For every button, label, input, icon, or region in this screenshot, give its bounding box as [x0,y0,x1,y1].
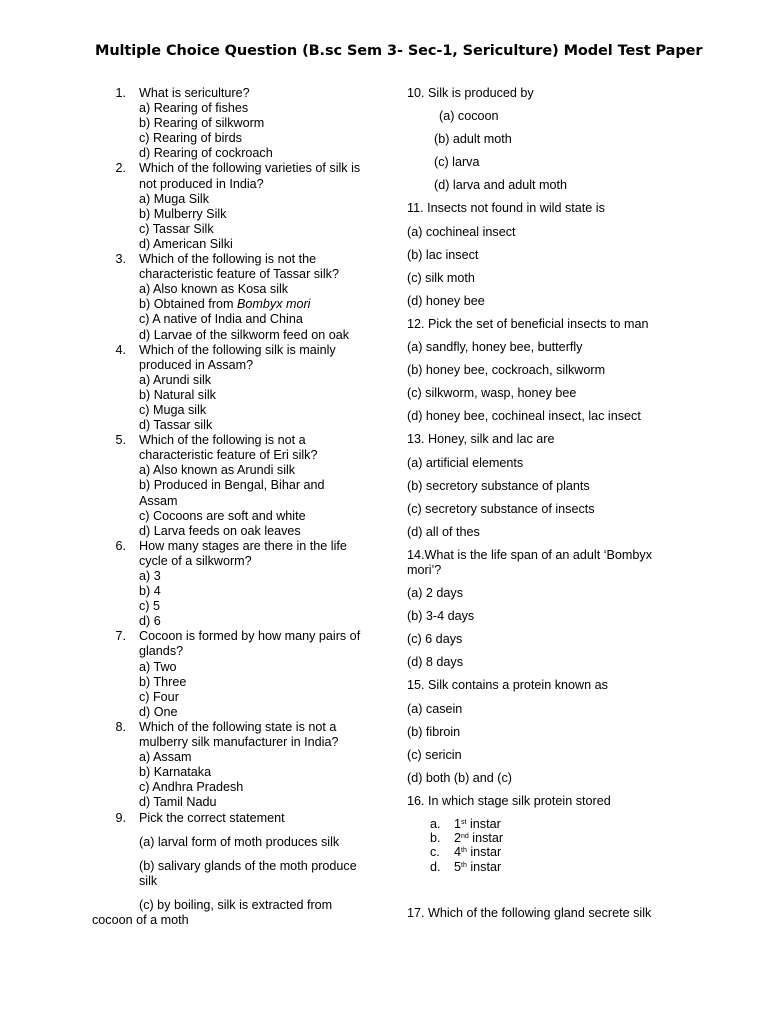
question-2 [0,161,364,191]
option: (c) silk moth [407,270,475,285]
option-text: b) Obtained from [139,297,237,312]
page-title: Multiple Choice Question (B.sc Sem 3- Sec-1, Sericulture) Model Test Paper [95,43,703,59]
option: a) Muga Silk [139,191,209,206]
question-9 [0,811,364,826]
option: b) Rearing of silkworm [139,116,265,131]
option: c) A native of India and China [139,312,303,327]
question-11: 11. Insects not found in wild state is [407,201,605,216]
question-16: 16. In which stage silk protein stored [407,793,611,808]
question-text: Which of the following varieties of silk is not produced in India? [139,161,361,191]
question-13: 13. Honey, silk and lac are [407,432,555,447]
question-number: 4. [115,342,126,357]
question-15: 15. Silk contains a protein known as [407,678,608,693]
option: a) Also known as Arundi silk [139,463,296,478]
option-text: instar [468,831,504,846]
option: (a) 2 days [407,586,463,601]
option: (c) sericin [407,747,462,762]
option: d) 6 [139,614,161,629]
option: a) Two [139,659,177,674]
question-text: Which of the following is not the characteristic feature of Tassar silk? [139,252,339,282]
option: c) Rearing of birds [139,131,242,146]
option: (d) 8 days [407,655,463,670]
option: c) Muga silk [139,402,207,417]
question-text: Which of the following silk is mainly produced in Assam? [139,342,336,372]
option: d) Larva feeds on oak leaves [139,523,301,538]
option: (a) sandfly, honey bee, butterfly [407,340,583,355]
option: d) American Silki [139,236,233,251]
question-10: 10. Silk is produced by [407,86,534,100]
option: c) Four [139,689,179,704]
option: b) Natural silk [139,387,216,402]
option [0,297,364,312]
option-number: 1 [454,817,462,831]
option: a) Arundi silk [139,372,212,387]
question-12: 12. Pick the set of beneficial insects to man [407,316,649,331]
option-letter: b. [430,831,441,846]
option: a) Also known as Kosa silk [139,282,289,297]
option: (c) larva [434,155,480,170]
question-1 [0,86,364,101]
option [407,860,707,874]
option [407,817,707,831]
option-number: 2 [454,831,462,846]
option: c) Cocoons are soft and white [139,508,306,523]
option: (a) larval form of moth produces silk [139,834,340,849]
option [407,845,707,859]
question-7 [0,629,364,659]
option: c) 5 [139,599,160,614]
option: (c) 6 days [407,632,463,647]
species-name: Bombyx mori [237,297,311,312]
option: (d) honey bee [407,293,485,308]
ordinal-suffix: th [461,861,467,869]
option-number: 5 [454,859,462,874]
option: d) Larvae of the silkworm feed on oak [139,327,350,342]
option: (d) honey bee, cochineal insect, lac insect [407,409,641,424]
option: (d) both (b) and (c) [407,770,512,785]
option: d) Rearing of cockroach [139,146,273,161]
option: (a) artificial elements [407,455,524,470]
right-column [407,86,707,929]
option: (c) by boiling, silk is extracted from cocoon of a moth [92,897,333,927]
option: d) One [139,704,178,719]
question-number: 7. [115,629,126,644]
option-letter: d. [430,859,441,874]
option: c) Andhra Pradesh [139,780,244,795]
question-number: 1. [115,86,126,100]
question-5 [0,433,364,463]
option: (c) silkworm, wasp, honey bee [407,386,577,401]
option: (a) cocoon [439,109,499,124]
option-letter: a. [430,817,441,831]
question-text: Pick the correct statement [139,810,285,825]
question-6 [0,539,364,569]
option: (a) casein [407,701,463,716]
option: b) 4 [139,584,161,599]
ordinal-suffix: th [461,847,467,855]
question-number: 2. [115,161,126,176]
option-number: 4 [454,845,462,860]
question-text: Cocoon is formed by how many pairs of glands? [139,629,361,659]
ordinal-suffix: nd [461,833,469,841]
question-text: Which of the following state is not a mulberry silk manufacturer in India? [139,719,339,750]
option [407,831,707,845]
question-text: What is sericulture? [139,86,250,100]
question-number: 8. [115,719,126,734]
question-text: Which of the following is not a characteristic feature of Eri silk? [139,433,318,463]
option: d) Tamil Nadu [139,795,217,810]
option: (b) adult moth [434,132,512,147]
option: a) Assam [139,750,192,765]
option: b) Produced in Bengal, Bihar and Assam [139,478,325,508]
question-text: How many stages are there in the life cycle of a silkworm? [139,538,347,568]
question-number: 3. [115,252,126,267]
option-text: instar [466,845,502,860]
option: (c) secretory substance of insects [407,501,595,516]
option: (d) all of thes [407,524,480,539]
option-text: instar [466,859,502,874]
option: (d) larva and adult moth [434,178,568,193]
question-number: 5. [115,433,126,448]
option: a) 3 [139,569,161,583]
option: (b) lac insect [407,247,479,262]
question-number: 6. [115,538,126,553]
question-17: 17. Which of the following gland secrete silk [407,905,652,920]
question-8 [0,720,364,750]
option: (b) salivary glands of the moth produce silk [139,858,357,888]
option: (b) honey bee, cockroach, silkworm [407,363,606,378]
option: c) Tassar Silk [139,221,214,236]
question-number: 9. [115,810,126,825]
left-column [0,86,380,928]
ordinal-suffix: st [461,819,467,826]
option-text: instar [466,817,501,831]
option: a) Rearing of fishes [139,101,249,116]
option: b) Mulberry Silk [139,206,227,221]
question-14: 14.What is the life span of an adult ‘Bombyx mori’? [407,547,653,577]
option: b) Three [139,674,187,689]
option: (a) cochineal insect [407,224,516,239]
option: (b) secretory substance of plants [407,478,590,493]
option: (b) fibroin [407,724,461,739]
option-letter: c. [430,845,440,860]
option: b) Karnataka [139,765,212,780]
question-4 [0,343,364,373]
option: d) Tassar silk [139,418,213,433]
question-3 [0,252,364,282]
option: (b) 3-4 days [407,609,475,624]
